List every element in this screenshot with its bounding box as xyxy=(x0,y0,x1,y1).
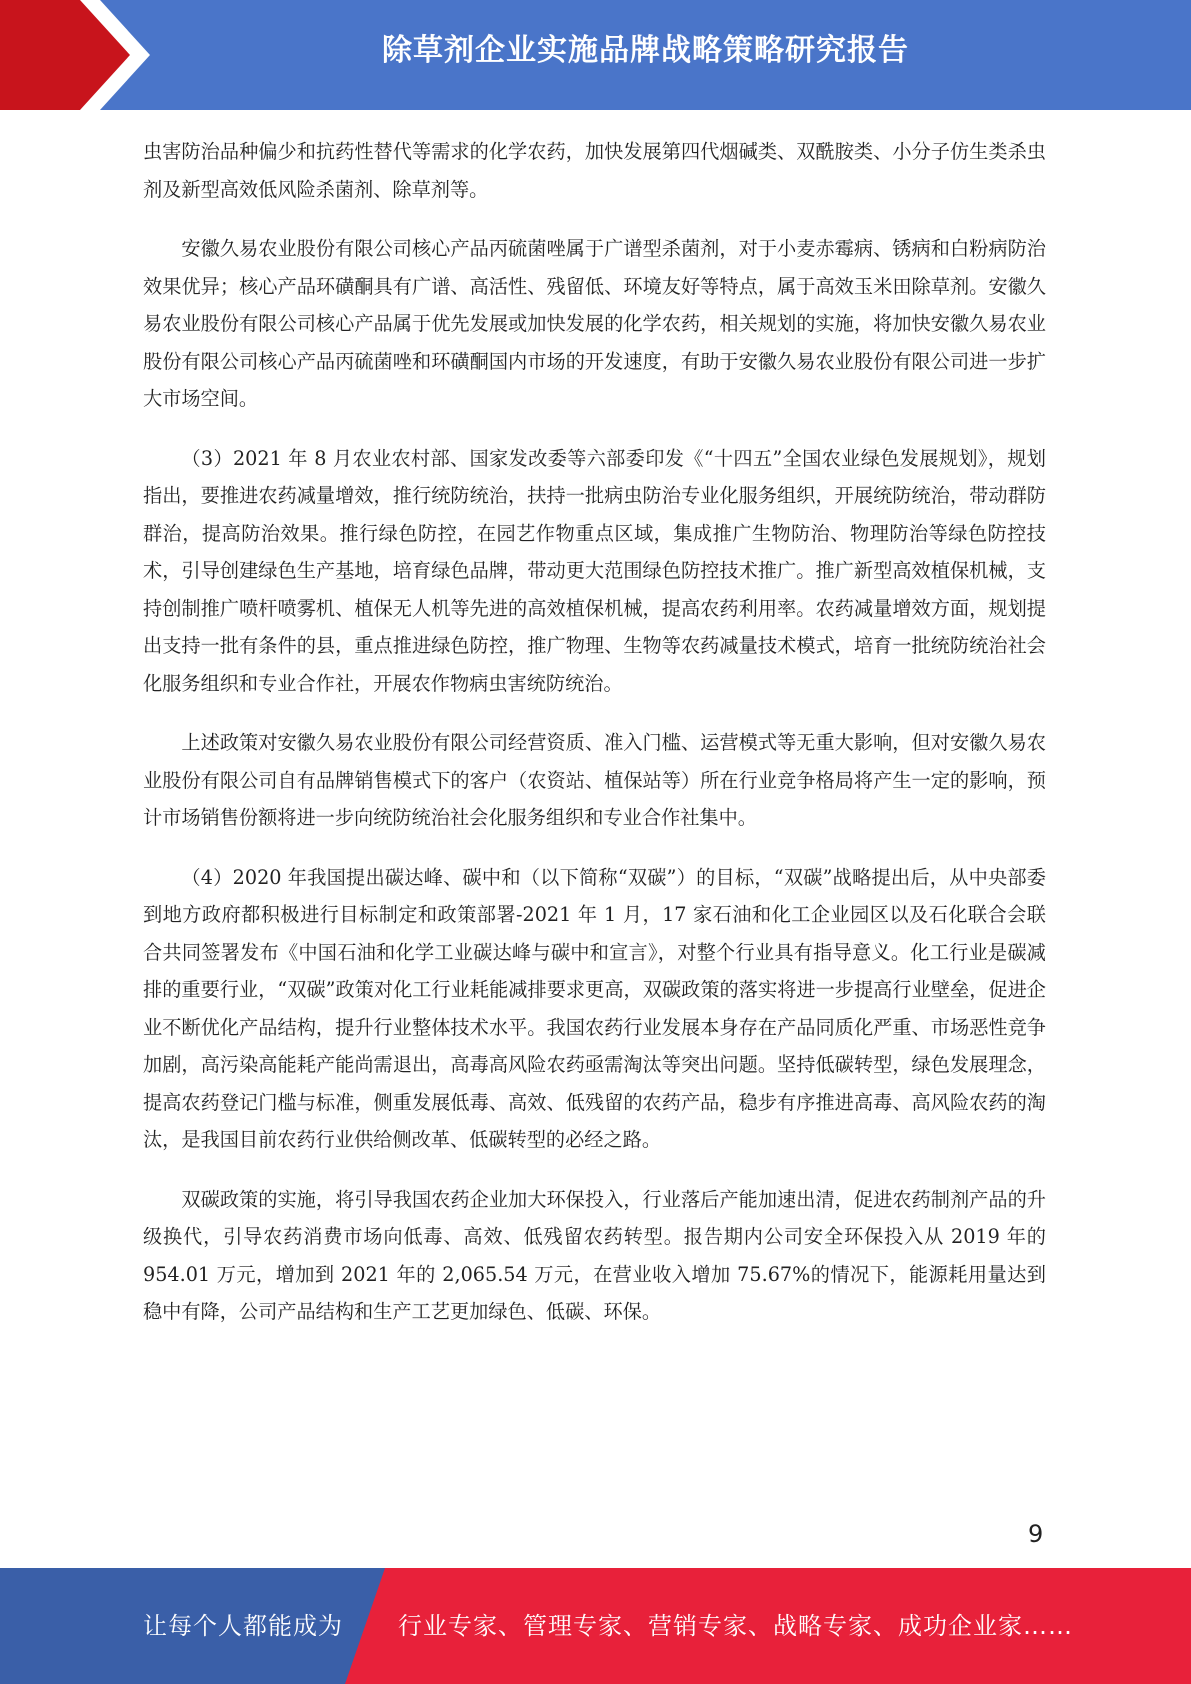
page-number: 9 xyxy=(1028,1520,1044,1548)
page-footer xyxy=(0,1568,1191,1684)
report-title: 除草剂企业实施品牌战略策略研究报告 xyxy=(382,33,909,68)
paragraph: （3）2021 年 8 月农业农村部、国家发改委等六部委印发《“十四五”全国农业绿色发展规划》，规划指出，要推进农药减量增效，推行统防统治，扶持一批病虫防治专业化服务组织，开展统防统治，带动群防群治，提高防治效果。推行绿色防控，在园艺作物重点区域，集成推广生物防治、物理防治等绿色防控技术，引导创建绿色生产基地，培育绿色品牌，带动更大范围绿色防控技术推广。推广新型高效植保机械，支持创制推广喷杆喷雾机、植保无人机等先进的高效植保机械，提高农药利用率。农药减量增效方面，规划提出支持一批有条件的县，重点推进绿色防控，推广物理、生物等农药减量技术模式，培育一批统防统治社会化服务组织和专业合作社，开展农作物病虫害统防统治。 xyxy=(143,446,1046,695)
paragraph: 安徽久易农业股份有限公司核心产品丙硫菌唑属于广谱型杀菌剂，对于小麦赤霉病、锈病和白粉病防治效果优异；核心产品环磺酮具有广谱、高活性、残留低、环境友好等特点，属于高效玉米田除草剂。安徽久易农业股份有限公司核心产品属于优先发展或加快发展的化学农药，相关规划的实施，将加快安徽久易农业股份有限公司核心产品丙硫菌唑和环磺酮国内市场的开发速度，有助于安徽久易农业股份有限公司进一步扩大市场空间。 xyxy=(143,237,1046,410)
paragraph: 上述政策对安徽久易农业股份有限公司经营资质、准入门槛、运营模式等无重大影响，但对安徽久易农业股份有限公司自有品牌销售模式下的客户（农资站、植保站等）所在行业竞争格局将产生一定的影响，预计市场销售份额将进一步向统防统治社会化服务组织和专业合作社集中。 xyxy=(143,731,1046,829)
paragraph: 虫害防治品种偏少和抗药性替代等需求的化学农药，加快发展第四代烟碱类、双酰胺类、小分子仿生类杀虫剂及新型高效低风险杀菌剂、除草剂等。 xyxy=(143,140,1046,201)
footer-slogan-right: 行业专家、管理专家、营销专家、战略专家、成功企业家…… xyxy=(398,1612,1073,1640)
footer-slogan-left: 让每个人都能成为 xyxy=(143,1612,343,1640)
document-body xyxy=(143,133,1046,1353)
page-header xyxy=(0,0,1191,110)
paragraph: （4）2020 年我国提出碳达峰、碳中和（以下简称“双碳”）的目标，“双碳”战略提出后，从中央部委到地方政府都积极进行目标制定和政策部署-2021 年 1 月，17 家石油和化工企业园区以及石化联合会联合共同签署发布《中国石油和化学工业碳达峰与碳中和宣言》，对整个行业具有指导意义。化工行业是碳减排的重要行业，“双碳”政策对化工行业耗能减排要求更高，双碳政策的落实将进一步提高行业壁垒，促进企业不断优化产品结构，提升行业整体技术水平。我国农药行业发展本身存在产品同质化严重、市场恶性竞争加剧，高污染高能耗产能尚需退出，高毒高风险农药亟需淘汰等突出问题。坚持低碳转型，绿色发展理念，提高农药登记门槛与标准，侧重发展低毒、高效、低残留的农药产品，稳步有序推进高毒、高风险农药的淘汰，是我国目前农药行业供给侧改革、低碳转型的必经之路。 xyxy=(143,865,1046,1151)
paragraph: 双碳政策的实施，将引导我国农药企业加大环保投入，行业落后产能加速出清，促进农药制剂产品的升级换代，引导农药消费市场向低毒、高效、低残留农药转型。报告期内公司安全环保投入从 2019 年的 954.01 万元，增加到 2021 年的 2,065.54 万元，在营业收入增加 75.67%的情况下，能源耗用量达到稳中有降，公司产品结构和生产工艺更加绿色、低碳、环保。 xyxy=(143,1187,1046,1323)
